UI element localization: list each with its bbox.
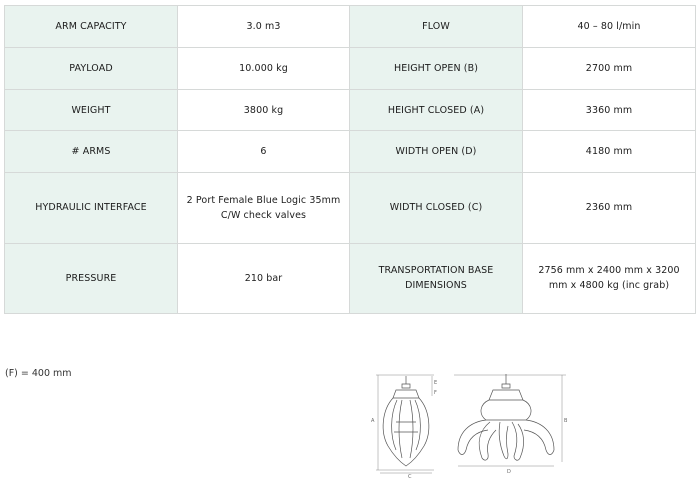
table-row	[5, 47, 696, 89]
open-grab-drawing	[454, 374, 566, 466]
label-a: A	[371, 418, 375, 424]
spec-label: # ARMS	[5, 131, 178, 173]
spec-table	[4, 5, 696, 314]
closed-grab-drawing	[376, 375, 434, 473]
spec-label: PRESSURE	[5, 243, 178, 313]
label-f: F	[434, 390, 437, 396]
spec-label: HYDRAULIC INTERFACE	[5, 173, 178, 243]
spec-label: TRANSPORTATION BASE DIMENSIONS	[350, 243, 523, 313]
spec-value: 2360 mm	[523, 173, 696, 243]
table-row	[5, 89, 696, 131]
label-e: E	[434, 380, 438, 386]
spec-value: 210 bar	[178, 243, 350, 313]
spec-value: 3.0 m3	[178, 6, 350, 48]
spec-label: HEIGHT CLOSED (A)	[350, 89, 523, 131]
spec-label: ARM CAPACITY	[5, 6, 178, 48]
spec-value: 3800 kg	[178, 89, 350, 131]
spec-value: 2 Port Female Blue Logic 35mm C/W check valves	[178, 173, 350, 243]
table-row	[5, 6, 696, 48]
table-row	[5, 173, 696, 243]
spec-value: 4180 mm	[523, 131, 696, 173]
spec-label: WIDTH OPEN (D)	[350, 131, 523, 173]
grab-dimension-drawing	[366, 370, 578, 478]
dimension-note: (F) = 400 mm	[5, 368, 72, 379]
spec-label: FLOW	[350, 6, 523, 48]
label-c: C	[408, 474, 412, 478]
spec-value: 6	[178, 131, 350, 173]
label-d: D	[507, 469, 511, 475]
spec-label: WIDTH CLOSED (C)	[350, 173, 523, 243]
spec-label: HEIGHT OPEN (B)	[350, 47, 523, 89]
spec-value: 10.000 kg	[178, 47, 350, 89]
spec-value: 2756 mm x 2400 mm x 3200 mm x 4800 kg (inc grab)	[523, 243, 696, 313]
spec-label: PAYLOAD	[5, 47, 178, 89]
label-b: B	[564, 418, 568, 424]
table-row	[5, 243, 696, 313]
spec-value: 2700 mm	[523, 47, 696, 89]
spec-value: 3360 mm	[523, 89, 696, 131]
spec-label: WEIGHT	[5, 89, 178, 131]
spec-value: 40 – 80 l/min	[523, 6, 696, 48]
table-row	[5, 131, 696, 173]
